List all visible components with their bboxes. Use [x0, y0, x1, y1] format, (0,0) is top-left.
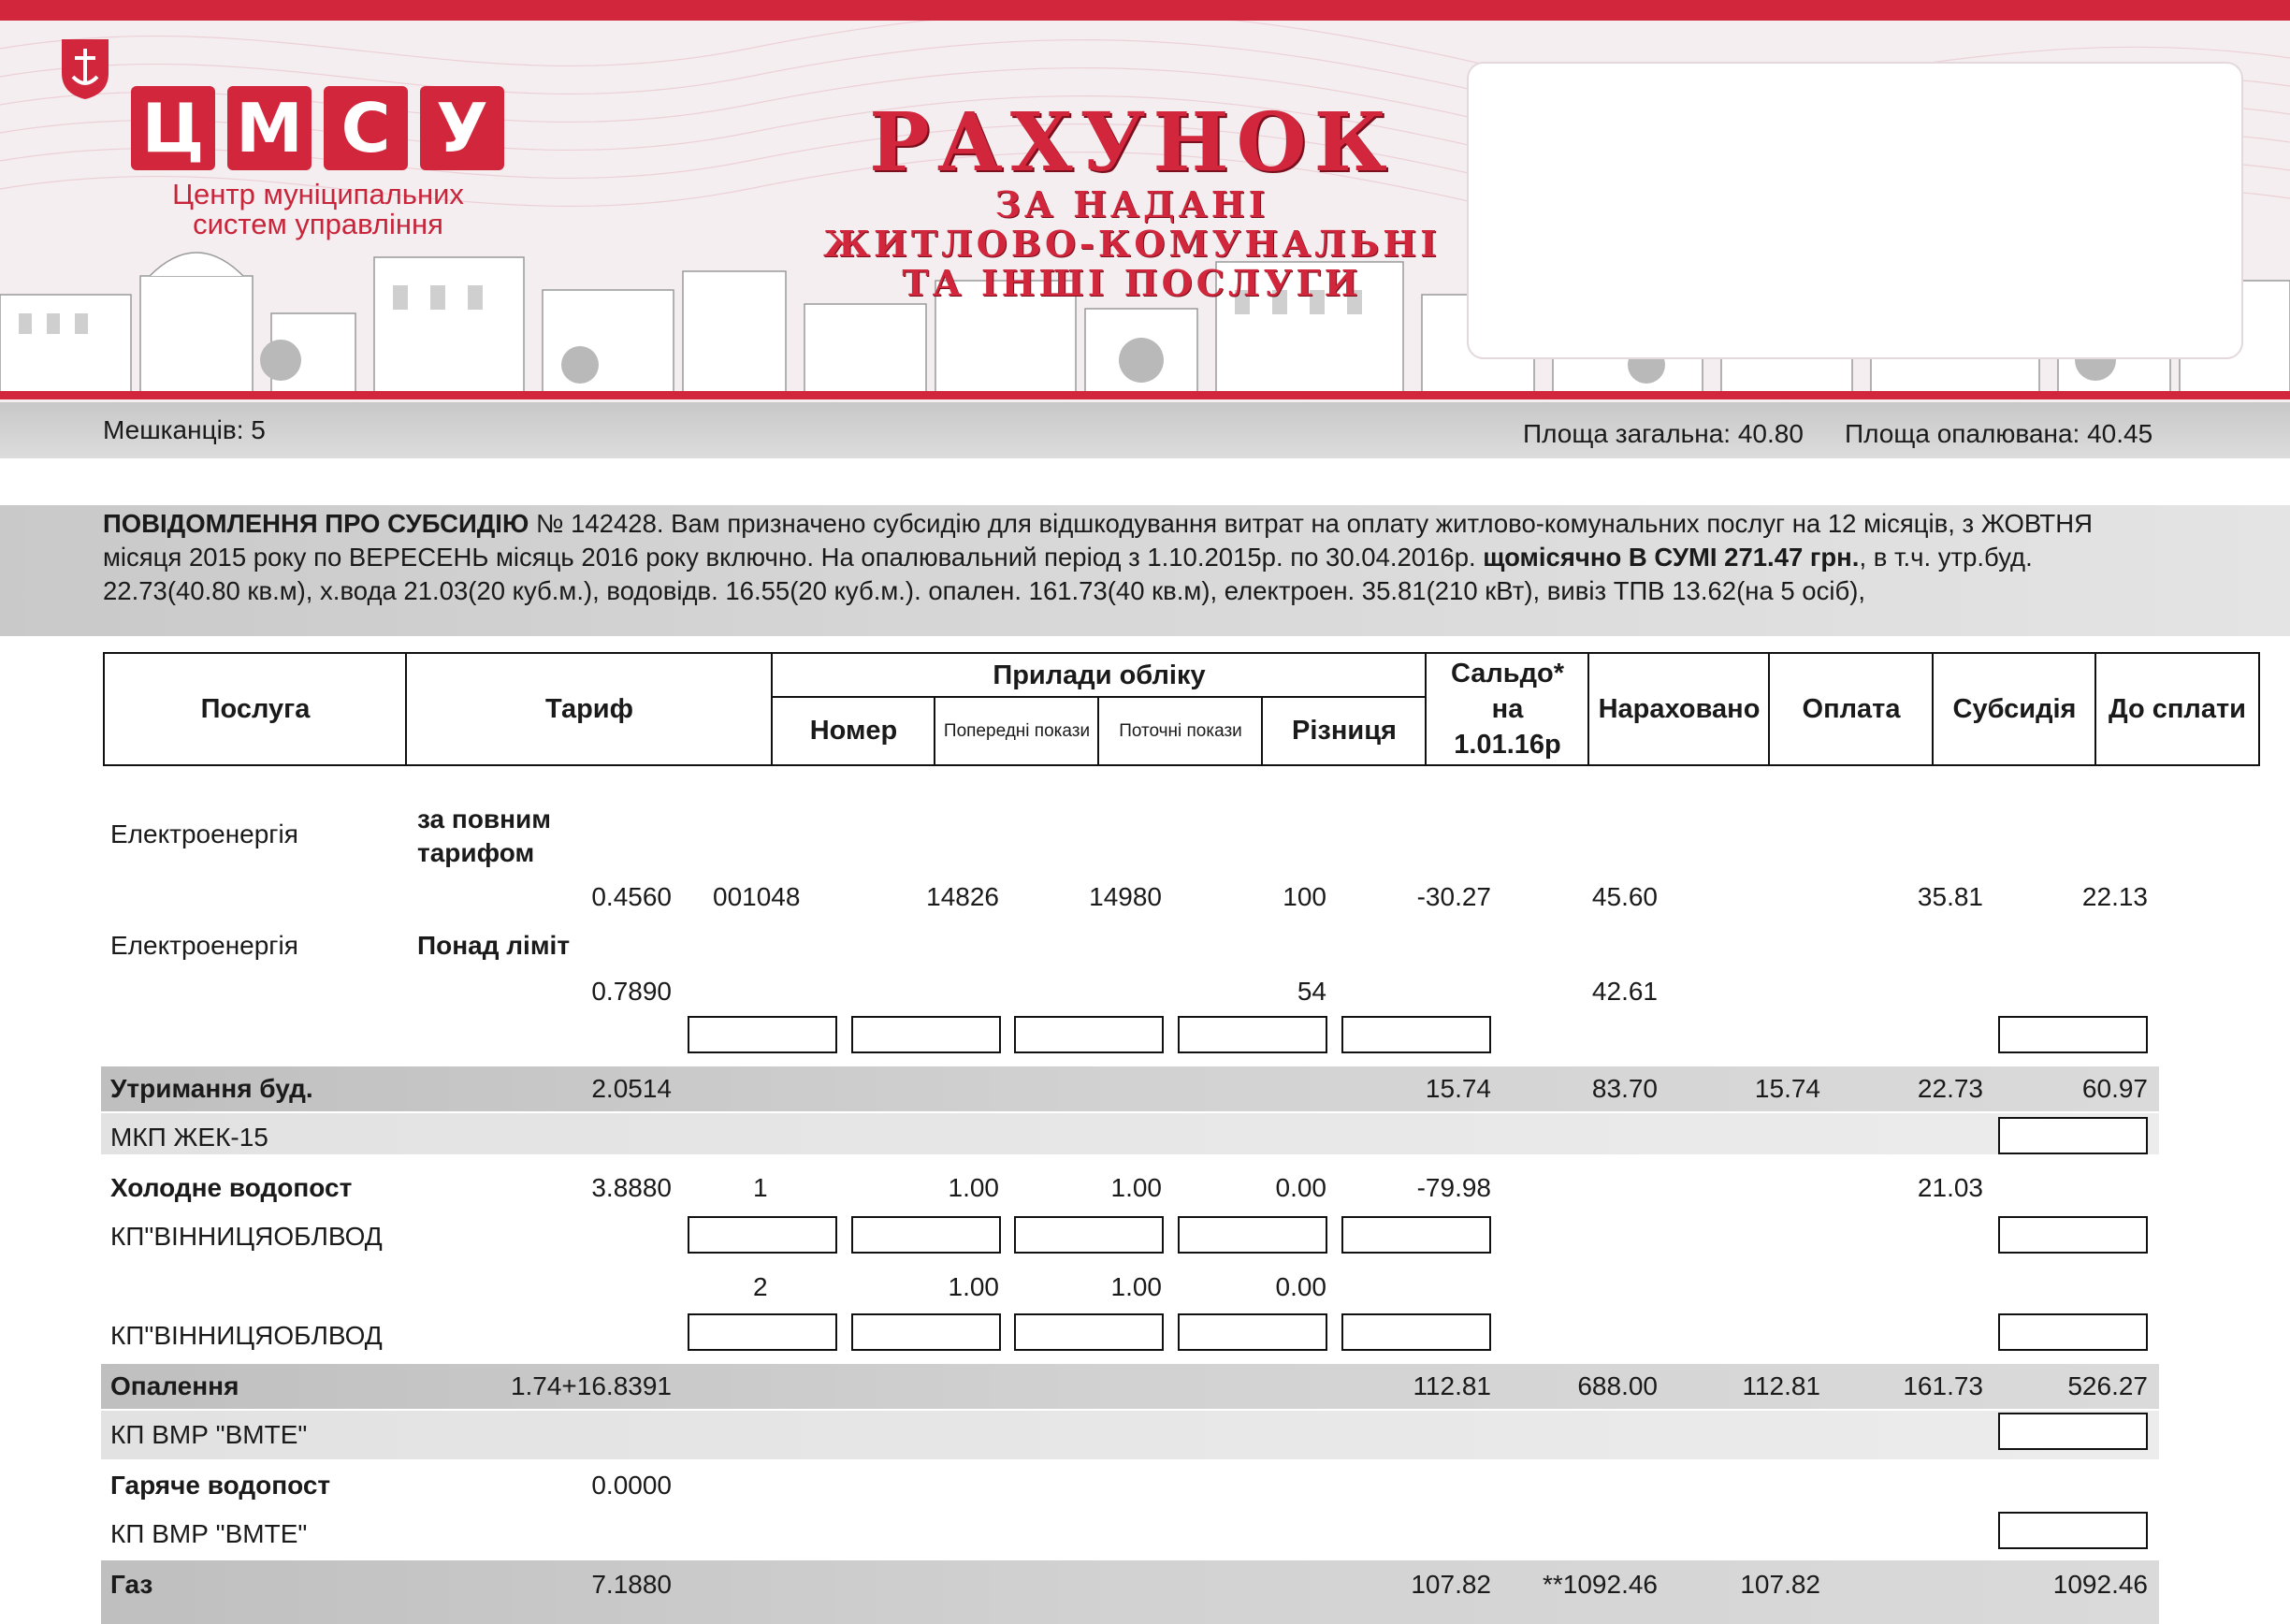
cold-subsidy: 21.03 [1917, 1173, 1983, 1202]
maint-payment: 15.74 [1754, 1074, 1820, 1103]
col-charged: Нараховано [1587, 652, 1771, 766]
col-balance: Сальдо* на 1.01.16р [1425, 652, 1590, 766]
cold-tariff: 3.8880 [591, 1173, 672, 1202]
gas-name: Газ [110, 1570, 153, 1599]
cold2-current-input[interactable] [1014, 1313, 1164, 1351]
col-payment: Оплата [1768, 652, 1935, 766]
logo-letter-3: С [324, 86, 408, 170]
table-header [103, 652, 2246, 766]
elec2-name: Електроенергія [110, 931, 298, 960]
cold1-meter-number: 1 [753, 1173, 768, 1202]
cold1-difference-input[interactable] [1178, 1216, 1327, 1254]
elec1-name: Електроенергія [110, 819, 298, 848]
elec1-current: 14980 [1089, 882, 1162, 911]
logo-letter-1: Ц [131, 86, 215, 170]
elec1-difference: 100 [1283, 882, 1326, 911]
area-total: Площа загальна: 40.80 [1523, 419, 1804, 448]
elec-difference-input[interactable] [1178, 1016, 1327, 1053]
elec1-subsidy: 35.81 [1917, 882, 1983, 911]
notice-text-2: , в т.ч. утр.буд. 22.73(40.80 кв.м), х.вода 21.03(20 куб.м.), водовідв. 16.55(20 куб.м.). опален. 161.73(40 кв.м), електроен. 35.81(210 кВт), вивіз ТПВ 13.62(на 5 осіб), [103, 543, 2033, 605]
gas-balance: 107.82 [1411, 1570, 1491, 1599]
cold-balance: -79.98 [1416, 1173, 1491, 1202]
cold2-difference-input[interactable] [1178, 1313, 1327, 1351]
cold1-balance-input[interactable] [1341, 1216, 1491, 1254]
heat-balance: 112.81 [1413, 1371, 1491, 1400]
elec-previous-input[interactable] [851, 1016, 1001, 1053]
elec-current-input[interactable] [1014, 1016, 1164, 1053]
heat-to-pay: 526.27 [2067, 1371, 2148, 1400]
maint-name: Утримання буд. [110, 1074, 313, 1103]
heat-charged: 688.00 [1577, 1371, 1658, 1400]
cold2-to-pay-input[interactable] [1998, 1313, 2148, 1351]
row-band-gas [101, 1560, 2159, 1624]
area-heated: Площа опалювана: 40.45 [1845, 419, 2153, 448]
cold2-balance-input[interactable] [1341, 1313, 1491, 1351]
elec1-meter-number: 001048 [713, 882, 801, 911]
maint-subsidy: 22.73 [1917, 1074, 1983, 1103]
cold2-meter-number-input[interactable] [688, 1313, 837, 1351]
cold2-current: 1.00 [1110, 1272, 1162, 1301]
heat-provider: КП ВМР "ВМТЕ" [110, 1420, 308, 1449]
cold1-current-input[interactable] [1014, 1216, 1164, 1254]
hot-provider: КП ВМР "ВМТЕ" [110, 1519, 308, 1548]
row-band-maintenance-provider [101, 1113, 2159, 1154]
notice-text-1: № 142428. Вам призначено субсидію для відшкодування витрат на оплату житлово-комунальних послуг на 12 місяців, з ЖОВТНЯ місяця 2015 року по ВЕРЕСЕНЬ місяць 2016 року включно. На опалювальний період з 1.10.2015р. по 30.04.2016р. [103, 509, 2093, 572]
col-difference: Різниця [1261, 696, 1428, 766]
elec-meter-number-input[interactable] [688, 1016, 837, 1053]
hot-tariff: 0.0000 [591, 1471, 672, 1500]
cold1-difference: 0.00 [1275, 1173, 1326, 1202]
elec1-balance: -30.27 [1416, 882, 1491, 911]
maint-charged: 83.70 [1591, 1074, 1658, 1103]
heat-subsidy: 161.73 [1903, 1371, 1983, 1400]
bill-header [0, 0, 2290, 402]
hot-name: Гаряче водопост [110, 1471, 331, 1500]
logo-subtitle-line1: Центр муніципальних [172, 178, 464, 210]
cold2-previous-input[interactable] [851, 1313, 1001, 1351]
maint-provider: МКП ЖЕК-15 [110, 1123, 268, 1152]
document-subtitle-line2: ЖИТЛОВО-КОМУНАЛЬНІ [823, 223, 1441, 265]
document-subtitle-line1: ЗА НАДАНІ [994, 183, 1269, 225]
subsidy-notice [103, 507, 2142, 608]
row-band-heating-provider [101, 1411, 2159, 1459]
elec-to-pay-input[interactable] [1998, 1016, 2148, 1053]
elec2-charged: 42.61 [1591, 977, 1658, 1006]
elec2-tariff: 0.7890 [591, 977, 672, 1006]
gas-charged: **1092.46 [1542, 1570, 1658, 1599]
maint-to-pay: 60.97 [2081, 1074, 2148, 1103]
elec1-tariff-type: за повним тарифом [417, 805, 551, 867]
elec1-tariff: 0.4560 [591, 882, 672, 911]
col-to-pay: До сплати [2094, 652, 2260, 766]
col-subsidy: Субсидія [1932, 652, 2097, 766]
elec2-difference: 54 [1297, 977, 1326, 1006]
col-current: Поточні покази [1097, 696, 1264, 766]
cold1-meter-number-input[interactable] [688, 1216, 837, 1254]
heat-tariff: 1.74+16.8391 [510, 1371, 672, 1400]
notice-heading: ПОВІДОМЛЕННЯ ПРО СУБСИДІЮ [103, 509, 529, 538]
top-accent-stripe [0, 0, 2290, 21]
cold1-to-pay-input[interactable] [1998, 1216, 2148, 1254]
logo-letter-4: У [420, 86, 504, 170]
elec1-to-pay: 22.13 [2081, 882, 2148, 911]
maint-tariff: 2.0514 [591, 1074, 672, 1103]
document-title: РАХУНОК [869, 95, 1395, 190]
cold-provider-1: КП"ВІННИЦЯОБЛВОД [110, 1222, 383, 1251]
col-service: Послуга [103, 652, 408, 766]
col-previous: Попередні покази [934, 696, 1100, 766]
city-crest-icon [58, 36, 112, 101]
col-number: Номер [771, 696, 936, 766]
elec1-previous: 14826 [926, 882, 999, 911]
address-window [1467, 62, 2243, 359]
cold2-difference: 0.00 [1275, 1272, 1326, 1301]
maint-balance: 15.74 [1425, 1074, 1491, 1103]
cold2-previous: 1.00 [948, 1272, 999, 1301]
heat-name: Опалення [110, 1371, 239, 1400]
hot-to-pay-input[interactable] [1998, 1512, 2148, 1549]
cold1-previous: 1.00 [948, 1173, 999, 1202]
gas-tariff: 7.1880 [591, 1570, 672, 1599]
elec1-charged: 45.60 [1591, 882, 1658, 911]
cold-name: Холодне водопост [110, 1173, 353, 1202]
cold2-meter-number: 2 [753, 1272, 768, 1301]
logo-subtitle-line2: систем управління [193, 208, 443, 240]
col-tariff: Тариф [405, 652, 774, 766]
cold-provider-2: КП"ВІННИЦЯОБЛВОД [110, 1321, 383, 1350]
col-meters: Прилади обліку [771, 652, 1428, 699]
gas-payment: 107.82 [1740, 1570, 1820, 1599]
heat-payment: 112.81 [1742, 1371, 1820, 1400]
cold1-previous-input[interactable] [851, 1216, 1001, 1254]
notice-amount: щомісячно В СУМІ 271.47 грн. [1483, 543, 1860, 572]
elec-balance-input[interactable] [1341, 1016, 1491, 1053]
elec2-tariff-type: Понад ліміт [417, 931, 571, 960]
gas-to-pay: 1092.46 [2052, 1570, 2148, 1599]
cold1-current: 1.00 [1110, 1173, 1162, 1202]
maint-to-pay-input[interactable] [1998, 1117, 2148, 1154]
logo-letter-2: М [227, 86, 312, 170]
heat-to-pay-input[interactable] [1998, 1413, 2148, 1450]
header-divider [0, 391, 2290, 399]
residents-count: Мешканців: 5 [103, 415, 266, 444]
document-subtitle-line3: ТА ІНШІ ПОСЛУГИ [902, 262, 1362, 304]
